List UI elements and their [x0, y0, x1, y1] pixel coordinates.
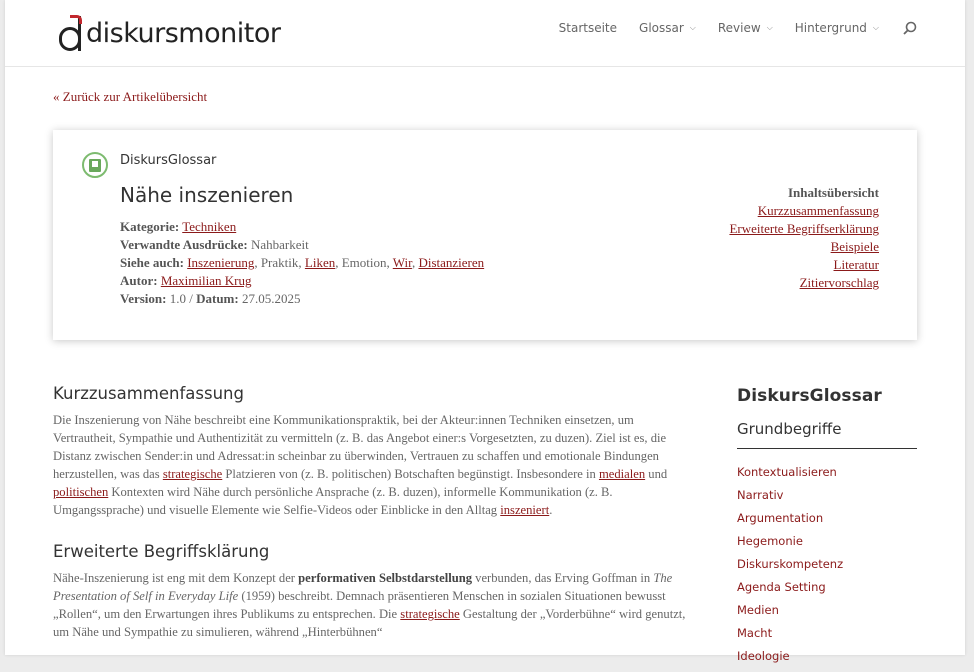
nav-item-review[interactable]: Review ⌵: [717, 21, 773, 35]
meta-version: Version: 1.0 / Datum: 27.05.2025: [120, 291, 301, 306]
sidebar: [737, 386, 917, 672]
nav-item-hintergrund[interactable]: Hintergrund ⌵: [794, 21, 879, 35]
siehe-link-inszenierung[interactable]: Inszenierung: [187, 255, 255, 270]
table-of-contents: [729, 184, 879, 292]
sidebar-item-medien[interactable]: Medien: [737, 603, 779, 617]
meta-autor: Autor: Maximilian Krug: [120, 273, 252, 288]
chevron-down-icon: ⌵: [872, 23, 879, 32]
logo-d-icon: [57, 13, 85, 53]
sidebar-item-narrativ[interactable]: Narrativ: [737, 488, 784, 502]
section-text-erweiterte-begriffsklaerung: Nähe-Inszenierung ist eng mit dem Konzept der performativen Selbstdarstellung verbunden, das Erving Goffman in The Presentation of Self in Everyday Life (1959) beschreibt. Demnach präsentieren Menschen in sozialen Situationen bewusst „Rollen“, um den Erwartungen ihres Publikums zu entsprechen. Die strategische Gestaltung der „Vorderbühne“ wird genutzt, um Nähe und Sympathie zu simulieren, während „Hinterbühnen“: [53, 571, 686, 639]
inline-link-strategische[interactable]: strategische: [162, 467, 223, 481]
toc-link-erweiterte-begriffserklaerung[interactable]: Erweiterte Begriffserklärung: [729, 221, 879, 236]
toc-link-zitiervorschlag[interactable]: Zitiervorschlag: [799, 275, 879, 290]
section-text-kurzzusammenfassung: Die Inszenierung von Nähe beschreibt eine Kommunikationspraktik, bei der Akteur:innen Techniken einsetzen, um Vertrautheit, Sympathie und Authentizität zu vermitteln (z. B. das Angebot einer:s Vorgesetzten, zu duzen). Ziel ist es, die Distanz zwischen Sender:in und Adressat:in scheinbar zu überwinden, Vertrauen zu schaffen und emotionale Bindungen herzustellen, was das strategische Platzieren von (z. B. politischen) Botschaften begünstigt. Insbesondere in medialen und politischen Kontexten wird Nähe durch persönliche Ansprache (z. B. duzen), informelle Kommunikation (z. B. Umgangssprache) und visuelle Elemente wie Selfie-Videos oder Einblicke in den Alltag inszeniert.: [53, 413, 668, 517]
siehe-text-praktik: Praktik: [260, 255, 299, 270]
search-icon[interactable]: [903, 21, 917, 35]
glossary-book-icon: [82, 152, 108, 178]
toc-link-kurzzusammenfassung[interactable]: Kurzzusammenfassung: [757, 203, 879, 218]
sidebar-subtitle: Grundbegriffe: [737, 420, 917, 449]
kategorie-link[interactable]: Techniken: [182, 219, 237, 234]
sidebar-item-agenda-setting[interactable]: Agenda Setting: [737, 580, 826, 594]
inline-link-inszeniert[interactable]: inszeniert: [500, 503, 550, 517]
logo-text: diskursmonitor: [86, 17, 281, 49]
siehe-link-distanzieren[interactable]: Distanzieren: [418, 255, 485, 270]
toc-link-literatur[interactable]: Literatur: [833, 257, 879, 272]
sidebar-item-macht[interactable]: Macht: [737, 626, 773, 640]
site-logo[interactable]: [57, 12, 280, 54]
meta-kategorie: Kategorie: Techniken: [120, 219, 237, 234]
back-to-overview-link[interactable]: « Zurück zur Artikelübersicht: [53, 89, 208, 104]
siehe-link-liken[interactable]: Liken: [304, 255, 336, 270]
sidebar-item-ideologie[interactable]: Ideologie: [737, 649, 790, 663]
inline-link-medialen[interactable]: medialen: [598, 467, 646, 481]
main-nav: [537, 21, 917, 35]
meta-verwandte: Verwandte Ausdrücke: Nahbarkeit: [120, 237, 309, 252]
card-kicker: DiskursGlossar: [120, 153, 217, 168]
sidebar-item-kontextualisieren[interactable]: Kontextualisieren: [737, 465, 837, 479]
sidebar-title: DiskursGlossar: [737, 386, 882, 406]
site-header: [5, 0, 965, 67]
inline-link-strategische-2[interactable]: strategische: [400, 607, 460, 621]
toc-title: Inhaltsübersicht: [787, 185, 879, 200]
section-title-kurzzusammenfassung: Kurzzusammenfassung: [53, 384, 244, 403]
chevron-down-icon: ⌵: [689, 23, 696, 32]
autor-link[interactable]: Maximilian Krug: [160, 273, 252, 288]
article-body: [53, 384, 693, 641]
article-header-card: [53, 130, 917, 340]
page-frame: [5, 0, 965, 663]
inline-link-politischen[interactable]: politischen: [53, 485, 109, 499]
toc-link-beispiele[interactable]: Beispiele: [830, 239, 879, 254]
meta-siehe-auch: Siehe auch: Inszenierung, Praktik, Liken, Emotion, Wir, Distanzieren: [120, 255, 485, 270]
section-title-erweiterte-begriffsklaerung: Erweiterte Begriffsklärung: [53, 542, 270, 561]
sidebar-item-diskurskompetenz[interactable]: Diskurskompetenz: [737, 557, 844, 571]
sidebar-item-argumentation[interactable]: Argumentation: [737, 511, 824, 525]
sidebar-item-hegemonie[interactable]: Hegemonie: [737, 534, 803, 548]
article-meta: [120, 218, 484, 308]
nav-item-glossar[interactable]: Glossar ⌵: [639, 21, 696, 35]
nav-item-startseite[interactable]: Startseite: [558, 21, 618, 35]
page-title: Nähe inszenieren: [120, 183, 294, 207]
siehe-link-wir[interactable]: Wir: [392, 255, 412, 270]
siehe-text-emotion: Emotion: [341, 255, 387, 270]
sidebar-list: [737, 465, 917, 672]
chevron-down-icon: ⌵: [766, 23, 773, 32]
